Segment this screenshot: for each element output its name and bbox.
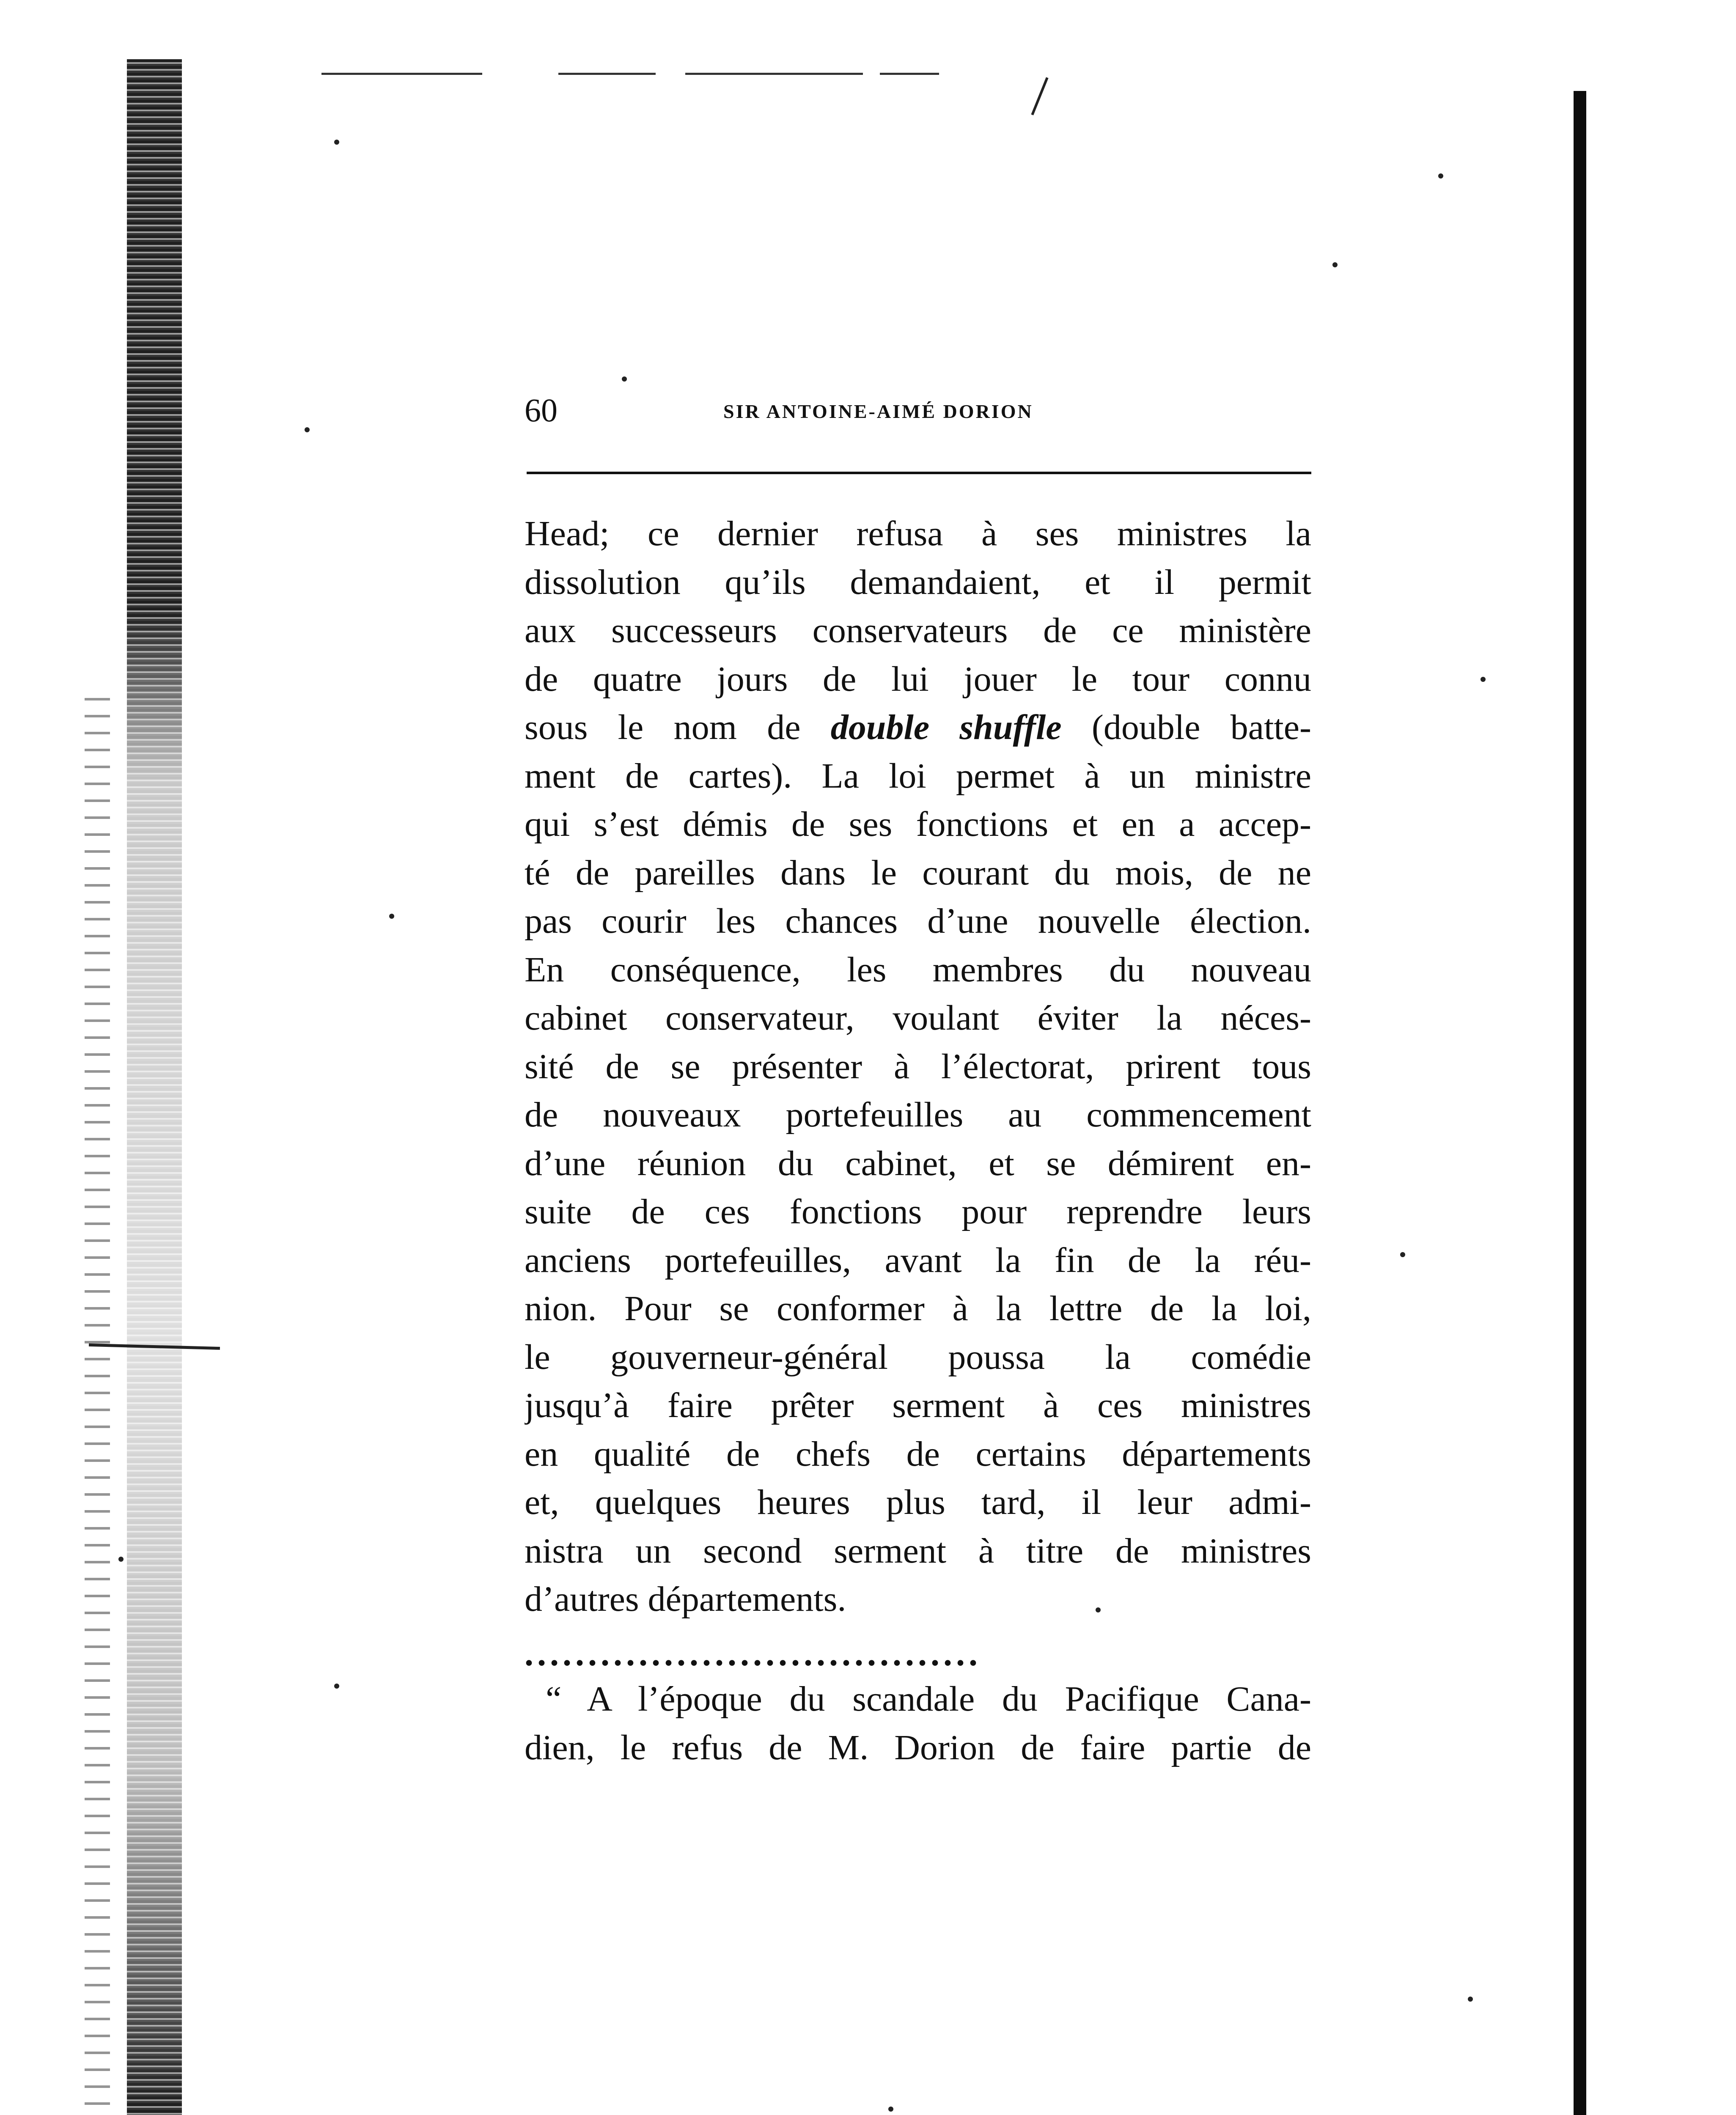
text-line: dissolution qu’ils demandaient, et il permit: [525, 562, 1311, 602]
text-line: de nouveaux portefeuilles au commencement: [525, 1095, 1311, 1134]
running-header: [525, 389, 1311, 431]
text-line: En conséquence, les membres du nouveau: [525, 950, 1311, 989]
text-fragment: (double batte-: [1061, 708, 1311, 747]
top-dash: [685, 73, 863, 75]
italic-term: double shuffle: [830, 708, 1062, 747]
text-line: pas courir les chances d’une nouvelle élection.: [525, 901, 1311, 941]
body-paragraph: [525, 510, 1311, 1624]
text-line: de quatre jours de lui jouer le tour connu: [525, 659, 1311, 699]
top-dash: [321, 73, 482, 75]
text-line: Head; ce dernier refusa à ses ministres la: [525, 514, 1311, 553]
binding-shadow-thin: [85, 698, 110, 2115]
speck: [1481, 677, 1486, 682]
text-line: “ A l’époque du scandale du Pacifique Cana-: [546, 1679, 1311, 1719]
text-line: ment de cartes). La loi permet à un ministre: [525, 756, 1311, 796]
pen-mark: [1031, 77, 1048, 115]
text-line: sité de se présenter à l’électorat, prirent tous: [525, 1047, 1311, 1086]
speck: [305, 427, 310, 432]
speck: [118, 1557, 124, 1562]
text-line: té de pareilles dans le courant du mois, de ne: [525, 853, 1311, 893]
top-dash: [880, 73, 939, 75]
text-line: et, quelques heures plus tard, il leur admi-: [525, 1483, 1311, 1522]
text-line: cabinet conservateur, voulant éviter la néces-: [525, 998, 1311, 1038]
text-line: aux successeurs conservateurs de ce ministère: [525, 611, 1311, 650]
speck: [622, 376, 627, 382]
speck: [1332, 262, 1338, 267]
text-fragment: sous le nom de: [525, 708, 831, 747]
top-dash: [558, 73, 656, 75]
speck: [888, 2107, 893, 2112]
right-edge-line: [1574, 91, 1586, 2115]
text-line: d’autres départements.: [525, 1579, 846, 1619]
text-line: nistra un second serment à titre de ministres: [525, 1531, 1311, 1571]
speck: [1400, 1252, 1405, 1257]
text-line: le gouverneur-général poussa la comédie: [525, 1337, 1311, 1377]
speck: [1468, 1997, 1473, 2002]
running-title: SIR ANTOINE-AIMÉ DORION: [723, 401, 1033, 422]
text-line: dien, le refus de M. Dorion de faire partie de: [525, 1728, 1311, 1767]
text-line: anciens portefeuilles, avant la fin de la réu-: [525, 1240, 1311, 1280]
speck: [389, 914, 394, 919]
text-line: nion. Pour se conformer à la lettre de la loi,: [525, 1289, 1311, 1328]
quotation-paragraph: [525, 1675, 1311, 1772]
text-line: en qualité de chefs de certains départements: [525, 1434, 1311, 1474]
text-line: d’une réunion du cabinet, et se démirent en-: [525, 1143, 1311, 1183]
text-line: suite de ces fonctions pour reprendre leurs: [525, 1192, 1311, 1231]
text-line: qui s’est démis de ses fonctions et en a accep-: [525, 805, 1311, 844]
speck: [334, 1684, 339, 1689]
page-number: 60: [525, 392, 558, 428]
binding-shadow: [127, 59, 182, 2115]
header-rule: [527, 472, 1311, 474]
speck: [334, 140, 339, 145]
ellipsis-separator: ....................................: [525, 1641, 981, 1667]
speck: [1438, 173, 1443, 179]
text-line: jusqu’à faire prêter serment à ces ministres: [525, 1386, 1311, 1425]
text-line-with-italic: [525, 703, 1311, 752]
